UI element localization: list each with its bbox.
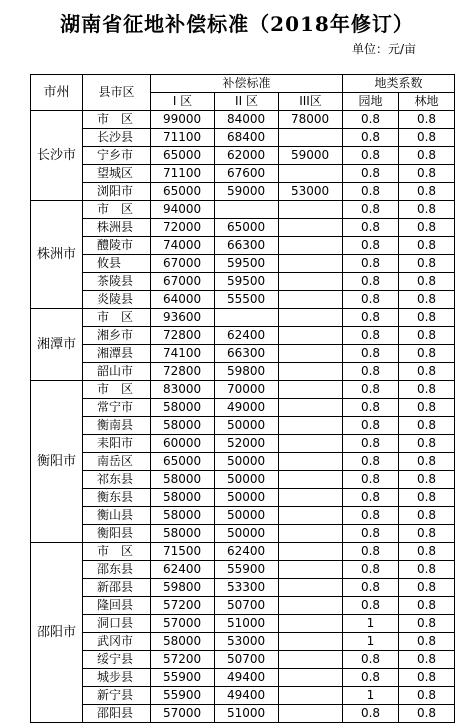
zone1-cell: 58000 bbox=[151, 633, 215, 651]
zone2-cell: 59500 bbox=[215, 273, 279, 291]
zone1-cell: 99000 bbox=[151, 111, 215, 129]
zone3-cell bbox=[279, 471, 343, 489]
forest-coef-cell: 0.8 bbox=[399, 291, 455, 309]
garden-coef-cell: 0.8 bbox=[343, 165, 399, 183]
zone2-cell: 66300 bbox=[215, 345, 279, 363]
garden-coef-cell: 0.8 bbox=[343, 417, 399, 435]
table-row bbox=[31, 471, 455, 489]
table-row bbox=[31, 615, 455, 633]
header-row-1 bbox=[31, 75, 455, 93]
county-cell: 邵阳县 bbox=[83, 705, 151, 723]
zone2-cell: 59000 bbox=[215, 183, 279, 201]
city-cell: 株洲市 bbox=[31, 201, 83, 309]
zone1-cell: 74100 bbox=[151, 345, 215, 363]
zone1-cell: 72800 bbox=[151, 327, 215, 345]
zone3-cell bbox=[279, 543, 343, 561]
table-row bbox=[31, 291, 455, 309]
zone2-cell bbox=[215, 309, 279, 327]
zone3-cell bbox=[279, 507, 343, 525]
table-row bbox=[31, 705, 455, 723]
forest-coef-cell: 0.8 bbox=[399, 129, 455, 147]
zone1-cell: 71100 bbox=[151, 165, 215, 183]
zone2-cell: 70000 bbox=[215, 381, 279, 399]
zone1-cell: 71500 bbox=[151, 543, 215, 561]
header-zone3: III区 bbox=[279, 93, 343, 111]
table-row bbox=[31, 651, 455, 669]
table-row bbox=[31, 543, 455, 561]
zone2-cell: 67600 bbox=[215, 165, 279, 183]
table-row bbox=[31, 453, 455, 471]
zone2-cell: 66300 bbox=[215, 237, 279, 255]
table-row bbox=[31, 381, 455, 399]
garden-coef-cell: 1 bbox=[343, 615, 399, 633]
county-cell: 新宁县 bbox=[83, 687, 151, 705]
county-cell: 市 区 bbox=[83, 381, 151, 399]
zone1-cell: 74000 bbox=[151, 237, 215, 255]
forest-coef-cell: 0.8 bbox=[399, 111, 455, 129]
table-row bbox=[31, 219, 455, 237]
header-garden: 园地 bbox=[343, 93, 399, 111]
page-title: 湖南省征地补偿标准（2018年修订） bbox=[60, 12, 414, 36]
zone2-cell: 84000 bbox=[215, 111, 279, 129]
table-row bbox=[31, 435, 455, 453]
table-row bbox=[31, 111, 455, 129]
zone3-cell bbox=[279, 255, 343, 273]
zone1-cell: 62400 bbox=[151, 561, 215, 579]
zone1-cell: 71100 bbox=[151, 129, 215, 147]
zone1-cell: 72800 bbox=[151, 363, 215, 381]
garden-coef-cell: 0.8 bbox=[343, 183, 399, 201]
forest-coef-cell: 0.8 bbox=[399, 345, 455, 363]
zone2-cell: 53300 bbox=[215, 579, 279, 597]
table-row bbox=[31, 273, 455, 291]
table-row bbox=[31, 255, 455, 273]
zone3-cell bbox=[279, 399, 343, 417]
table-body bbox=[31, 111, 455, 723]
zone2-cell: 49000 bbox=[215, 399, 279, 417]
garden-coef-cell: 0.8 bbox=[343, 669, 399, 687]
zone1-cell: 58000 bbox=[151, 507, 215, 525]
forest-coef-cell: 0.8 bbox=[399, 255, 455, 273]
county-cell: 炎陵县 bbox=[83, 291, 151, 309]
zone2-cell: 50700 bbox=[215, 597, 279, 615]
zone2-cell: 50000 bbox=[215, 453, 279, 471]
garden-coef-cell: 0.8 bbox=[343, 273, 399, 291]
garden-coef-cell: 0.8 bbox=[343, 489, 399, 507]
garden-coef-cell: 0.8 bbox=[343, 219, 399, 237]
zone3-cell bbox=[279, 669, 343, 687]
zone2-cell: 50000 bbox=[215, 417, 279, 435]
zone1-cell: 57200 bbox=[151, 651, 215, 669]
zone3-cell bbox=[279, 291, 343, 309]
table-row bbox=[31, 669, 455, 687]
zone1-cell: 57000 bbox=[151, 705, 215, 723]
zone2-cell: 50000 bbox=[215, 525, 279, 543]
zone3-cell: 78000 bbox=[279, 111, 343, 129]
zone2-cell: 65000 bbox=[215, 219, 279, 237]
forest-coef-cell: 0.8 bbox=[399, 381, 455, 399]
forest-coef-cell: 0.8 bbox=[399, 687, 455, 705]
county-cell: 湘乡市 bbox=[83, 327, 151, 345]
zone1-cell: 58000 bbox=[151, 525, 215, 543]
zone2-cell: 59800 bbox=[215, 363, 279, 381]
zone2-cell bbox=[215, 201, 279, 219]
zone1-cell: 83000 bbox=[151, 381, 215, 399]
table-row bbox=[31, 327, 455, 345]
table-row bbox=[31, 579, 455, 597]
county-cell: 望城区 bbox=[83, 165, 151, 183]
zone1-cell: 60000 bbox=[151, 435, 215, 453]
city-cell: 衡阳市 bbox=[31, 381, 83, 543]
forest-coef-cell: 0.8 bbox=[399, 561, 455, 579]
table-row bbox=[31, 363, 455, 381]
garden-coef-cell: 0.8 bbox=[343, 363, 399, 381]
zone3-cell bbox=[279, 381, 343, 399]
zone2-cell: 62400 bbox=[215, 543, 279, 561]
garden-coef-cell: 0.8 bbox=[343, 651, 399, 669]
zone2-cell: 50000 bbox=[215, 489, 279, 507]
garden-coef-cell: 0.8 bbox=[343, 399, 399, 417]
forest-coef-cell: 0.8 bbox=[399, 273, 455, 291]
city-cell: 长沙市 bbox=[31, 111, 83, 201]
zone2-cell: 62000 bbox=[215, 147, 279, 165]
table-row bbox=[31, 345, 455, 363]
zone1-cell: 57200 bbox=[151, 597, 215, 615]
zone3-cell bbox=[279, 705, 343, 723]
zone3-cell bbox=[279, 309, 343, 327]
header-city: 市州 bbox=[31, 75, 83, 111]
table-row bbox=[31, 147, 455, 165]
county-cell: 绥宁县 bbox=[83, 651, 151, 669]
county-cell: 浏阳市 bbox=[83, 183, 151, 201]
city-cell: 湘潭市 bbox=[31, 309, 83, 381]
garden-coef-cell: 1 bbox=[343, 633, 399, 651]
zone1-cell: 58000 bbox=[151, 489, 215, 507]
header-county: 县市区 bbox=[83, 75, 151, 111]
zone2-cell: 50000 bbox=[215, 471, 279, 489]
county-cell: 隆回县 bbox=[83, 597, 151, 615]
garden-coef-cell: 0.8 bbox=[343, 525, 399, 543]
garden-coef-cell: 0.8 bbox=[343, 597, 399, 615]
county-cell: 耒阳市 bbox=[83, 435, 151, 453]
table-row bbox=[31, 309, 455, 327]
zone3-cell bbox=[279, 219, 343, 237]
zone1-cell: 93600 bbox=[151, 309, 215, 327]
forest-coef-cell: 0.8 bbox=[399, 597, 455, 615]
garden-coef-cell: 1 bbox=[343, 687, 399, 705]
zone2-cell: 51000 bbox=[215, 705, 279, 723]
zone1-cell: 72000 bbox=[151, 219, 215, 237]
table-row bbox=[31, 237, 455, 255]
county-cell: 茶陵县 bbox=[83, 273, 151, 291]
header-coef: 地类系数 bbox=[343, 75, 455, 93]
forest-coef-cell: 0.8 bbox=[399, 237, 455, 255]
table-row bbox=[31, 129, 455, 147]
garden-coef-cell: 0.8 bbox=[343, 435, 399, 453]
zone2-cell: 59500 bbox=[215, 255, 279, 273]
header-standard: 补偿标准 bbox=[151, 75, 343, 93]
county-cell: 城步县 bbox=[83, 669, 151, 687]
county-cell: 攸县 bbox=[83, 255, 151, 273]
county-cell: 常宁市 bbox=[83, 399, 151, 417]
zone1-cell: 58000 bbox=[151, 399, 215, 417]
zone1-cell: 55900 bbox=[151, 669, 215, 687]
county-cell: 市 区 bbox=[83, 111, 151, 129]
forest-coef-cell: 0.8 bbox=[399, 453, 455, 471]
zone2-cell: 49400 bbox=[215, 687, 279, 705]
county-cell: 新邵县 bbox=[83, 579, 151, 597]
county-cell: 市 区 bbox=[83, 309, 151, 327]
table-row bbox=[31, 399, 455, 417]
forest-coef-cell: 0.8 bbox=[399, 669, 455, 687]
zone1-cell: 57000 bbox=[151, 615, 215, 633]
county-cell: 株洲县 bbox=[83, 219, 151, 237]
zone3-cell bbox=[279, 615, 343, 633]
garden-coef-cell: 0.8 bbox=[343, 255, 399, 273]
garden-coef-cell: 0.8 bbox=[343, 129, 399, 147]
county-cell: 祁东县 bbox=[83, 471, 151, 489]
zone2-cell: 49400 bbox=[215, 669, 279, 687]
zone3-cell bbox=[279, 273, 343, 291]
county-cell: 醴陵市 bbox=[83, 237, 151, 255]
header-zone2: II 区 bbox=[215, 93, 279, 111]
table-row bbox=[31, 165, 455, 183]
zone3-cell bbox=[279, 363, 343, 381]
zone1-cell: 65000 bbox=[151, 147, 215, 165]
zone2-cell: 55500 bbox=[215, 291, 279, 309]
zone1-cell: 59800 bbox=[151, 579, 215, 597]
zone1-cell: 67000 bbox=[151, 255, 215, 273]
garden-coef-cell: 0.8 bbox=[343, 471, 399, 489]
forest-coef-cell: 0.8 bbox=[399, 183, 455, 201]
zone1-cell: 58000 bbox=[151, 417, 215, 435]
table-row bbox=[31, 525, 455, 543]
city-cell: 邵阳市 bbox=[31, 543, 83, 723]
garden-coef-cell: 0.8 bbox=[343, 111, 399, 129]
forest-coef-cell: 0.8 bbox=[399, 219, 455, 237]
garden-coef-cell: 0.8 bbox=[343, 561, 399, 579]
garden-coef-cell: 0.8 bbox=[343, 381, 399, 399]
forest-coef-cell: 0.8 bbox=[399, 525, 455, 543]
zone3-cell bbox=[279, 525, 343, 543]
forest-coef-cell: 0.8 bbox=[399, 507, 455, 525]
forest-coef-cell: 0.8 bbox=[399, 363, 455, 381]
zone2-cell: 53000 bbox=[215, 633, 279, 651]
zone3-cell bbox=[279, 417, 343, 435]
forest-coef-cell: 0.8 bbox=[399, 399, 455, 417]
table-row bbox=[31, 417, 455, 435]
garden-coef-cell: 0.8 bbox=[343, 507, 399, 525]
forest-coef-cell: 0.8 bbox=[399, 435, 455, 453]
table-row bbox=[31, 507, 455, 525]
zone3-cell: 59000 bbox=[279, 147, 343, 165]
zone3-cell bbox=[279, 633, 343, 651]
county-cell: 韶山市 bbox=[83, 363, 151, 381]
table-row bbox=[31, 489, 455, 507]
garden-coef-cell: 0.8 bbox=[343, 201, 399, 219]
forest-coef-cell: 0.8 bbox=[399, 579, 455, 597]
forest-coef-cell: 0.8 bbox=[399, 147, 455, 165]
zone3-cell bbox=[279, 435, 343, 453]
county-cell: 宁乡市 bbox=[83, 147, 151, 165]
county-cell: 衡阳县 bbox=[83, 525, 151, 543]
county-cell: 湘潭县 bbox=[83, 345, 151, 363]
zone2-cell: 51000 bbox=[215, 615, 279, 633]
garden-coef-cell: 0.8 bbox=[343, 453, 399, 471]
compensation-table bbox=[30, 74, 455, 723]
table-row bbox=[31, 201, 455, 219]
forest-coef-cell: 0.8 bbox=[399, 543, 455, 561]
county-cell: 邵东县 bbox=[83, 561, 151, 579]
zone2-cell: 50000 bbox=[215, 507, 279, 525]
forest-coef-cell: 0.8 bbox=[399, 201, 455, 219]
garden-coef-cell: 0.8 bbox=[343, 147, 399, 165]
zone1-cell: 65000 bbox=[151, 183, 215, 201]
zone3-cell bbox=[279, 579, 343, 597]
forest-coef-cell: 0.8 bbox=[399, 471, 455, 489]
zone1-cell: 94000 bbox=[151, 201, 215, 219]
county-cell: 衡东县 bbox=[83, 489, 151, 507]
table-row bbox=[31, 183, 455, 201]
zone1-cell: 58000 bbox=[151, 471, 215, 489]
county-cell: 市 区 bbox=[83, 543, 151, 561]
zone2-cell: 50700 bbox=[215, 651, 279, 669]
forest-coef-cell: 0.8 bbox=[399, 705, 455, 723]
county-cell: 衡山县 bbox=[83, 507, 151, 525]
zone3-cell bbox=[279, 201, 343, 219]
zone1-cell: 67000 bbox=[151, 273, 215, 291]
zone1-cell: 65000 bbox=[151, 453, 215, 471]
garden-coef-cell: 0.8 bbox=[343, 705, 399, 723]
zone3-cell bbox=[279, 651, 343, 669]
forest-coef-cell: 0.8 bbox=[399, 417, 455, 435]
forest-coef-cell: 0.8 bbox=[399, 615, 455, 633]
header-zone1: I 区 bbox=[151, 93, 215, 111]
garden-coef-cell: 0.8 bbox=[343, 309, 399, 327]
zone3-cell bbox=[279, 345, 343, 363]
garden-coef-cell: 0.8 bbox=[343, 327, 399, 345]
header-forest: 林地 bbox=[399, 93, 455, 111]
zone3-cell: 53000 bbox=[279, 183, 343, 201]
forest-coef-cell: 0.8 bbox=[399, 651, 455, 669]
zone1-cell: 64000 bbox=[151, 291, 215, 309]
county-cell: 武冈市 bbox=[83, 633, 151, 651]
zone3-cell bbox=[279, 453, 343, 471]
table-row bbox=[31, 597, 455, 615]
zone1-cell: 55900 bbox=[151, 687, 215, 705]
garden-coef-cell: 0.8 bbox=[343, 579, 399, 597]
zone2-cell: 62400 bbox=[215, 327, 279, 345]
forest-coef-cell: 0.8 bbox=[399, 165, 455, 183]
zone2-cell: 52000 bbox=[215, 435, 279, 453]
table-row bbox=[31, 633, 455, 651]
zone2-cell: 68400 bbox=[215, 129, 279, 147]
garden-coef-cell: 0.8 bbox=[343, 237, 399, 255]
forest-coef-cell: 0.8 bbox=[399, 633, 455, 651]
zone3-cell bbox=[279, 129, 343, 147]
forest-coef-cell: 0.8 bbox=[399, 489, 455, 507]
zone3-cell bbox=[279, 165, 343, 183]
zone3-cell bbox=[279, 597, 343, 615]
county-cell: 洞口县 bbox=[83, 615, 151, 633]
table-row bbox=[31, 561, 455, 579]
zone3-cell bbox=[279, 561, 343, 579]
county-cell: 长沙县 bbox=[83, 129, 151, 147]
zone3-cell bbox=[279, 237, 343, 255]
zone3-cell bbox=[279, 327, 343, 345]
forest-coef-cell: 0.8 bbox=[399, 327, 455, 345]
county-cell: 衡南县 bbox=[83, 417, 151, 435]
garden-coef-cell: 0.8 bbox=[343, 543, 399, 561]
zone2-cell: 55900 bbox=[215, 561, 279, 579]
unit-label: 单位：元/亩 bbox=[351, 42, 416, 56]
garden-coef-cell: 0.8 bbox=[343, 291, 399, 309]
garden-coef-cell: 0.8 bbox=[343, 345, 399, 363]
zone3-cell bbox=[279, 489, 343, 507]
county-cell: 市 区 bbox=[83, 201, 151, 219]
forest-coef-cell: 0.8 bbox=[399, 309, 455, 327]
county-cell: 南岳区 bbox=[83, 453, 151, 471]
